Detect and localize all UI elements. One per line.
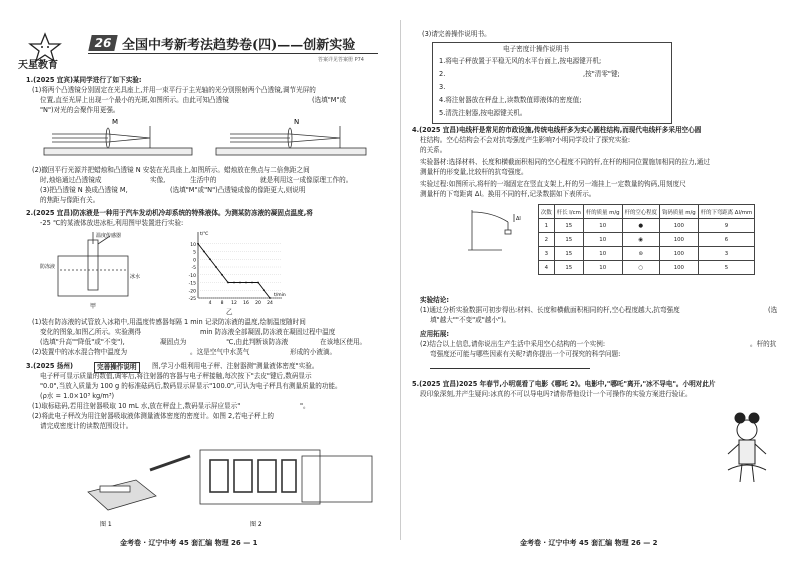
- answer-reference: 答案详见答案册 P74: [318, 57, 364, 63]
- table-header: 杆的质量 m/g: [583, 205, 622, 219]
- table-row: [539, 233, 755, 247]
- q4-line: 测量杆的形变量,比较杆的抗弯强度。: [420, 168, 528, 176]
- table-header: 杆的下弯距离 Δl/mm: [698, 205, 755, 219]
- rod-data-table: [538, 204, 755, 275]
- table-cell: 100: [659, 219, 698, 233]
- instruction-sheet: [432, 42, 672, 124]
- conclusion-heading: 实验结论:: [420, 296, 450, 304]
- data-point: [215, 266, 217, 268]
- x-tick-label: 8: [220, 301, 224, 306]
- data-point: [239, 282, 241, 284]
- x-tick-label: 12: [231, 301, 237, 306]
- ring-icon: ⊚: [622, 247, 659, 261]
- table-cell: 100: [659, 247, 698, 261]
- scale-and-syringe-figure: [80, 440, 380, 528]
- title-rule: [88, 53, 378, 54]
- q3-line: (1)取标砝码,若用注射器吸取 10 mL 水,放在秤盘上,数码显示屏应显示": [32, 402, 241, 410]
- q1-line: (1)将两个凸透镜分别固定在光具座上,并用一束平行于主光轴的光分别照射两个凸透镜,调节光屏的: [32, 86, 316, 94]
- q3-tag: 完善操作说明: [94, 362, 140, 373]
- q4-line: 填"越大""不变"或"越小")。: [430, 316, 511, 324]
- table-cell: 9: [698, 219, 755, 233]
- q4-line: 的关系。: [420, 146, 447, 154]
- x-tick-label: 4: [208, 301, 212, 306]
- q3-line: "0.0",当放入质量为 100 g 的标准砝码后,数码显示屏显示"100.0",可认为电子秤具有测量质量的功能。: [40, 382, 342, 390]
- table-cell: 1: [539, 219, 555, 233]
- table-row: [539, 247, 755, 261]
- x-tick-label: 24: [267, 301, 273, 306]
- q4-line: 测量杆的下弯距离 Δl。换用不同的杆,记录数据如下表所示。: [420, 190, 596, 198]
- data-point: [203, 251, 205, 253]
- table-header: 钩码质量 m/g: [659, 205, 698, 219]
- q2-line: 形成的小液滴。: [290, 348, 337, 356]
- cantilever-rod-figure: [462, 200, 532, 255]
- data-point: [233, 282, 235, 284]
- q1-line: "N")对光的会聚作用更强。: [40, 106, 120, 114]
- y-tick-label: -20: [188, 289, 196, 295]
- q3-part3: (3)请完善操作说明书。: [422, 30, 491, 38]
- y-tick-label: 10: [190, 242, 196, 248]
- q2-line: ℃,由此判断该防冻液: [226, 338, 289, 346]
- right-footer: 金考卷 · 辽宁中考 45 套汇编 物理 26 — 2: [520, 539, 658, 547]
- q5-line: 段印象深刻,并产生疑问:冰真的不可以导电吗?请你帮他设计一个可操作的实验方案进行验证。: [420, 390, 692, 398]
- answer-line: [430, 368, 590, 369]
- right-page: [402, 0, 800, 566]
- beaker-apparatus-figure: [40, 230, 150, 310]
- table-cell: 10: [583, 233, 622, 247]
- q3-line: (2)将此电子秤改为用注射器吸取液体测量液体密度的密度计。如图 2,若电子秤上的: [32, 412, 274, 420]
- sensor-label: 温度传感器: [96, 233, 122, 239]
- y-tick-label: -10: [188, 273, 196, 279]
- q2-line: 凝固点为: [160, 338, 187, 346]
- q4-line: (2)结合以上信息,请你说出生产生活中采用空心结构的一个实例:: [420, 340, 606, 348]
- table-header: 杆长 l/cm: [554, 205, 583, 219]
- table-cell: 10: [583, 219, 622, 233]
- q3-line: (ρ水 = 1.0×10³ kg/m³): [40, 392, 115, 400]
- table-cell: 3: [539, 247, 555, 261]
- left-footer: 金考卷 · 辽宁中考 45 套汇编 物理 26 — 1: [120, 539, 258, 547]
- table-cell: 15: [554, 261, 583, 275]
- table-cell: 6: [698, 233, 755, 247]
- icewater-label: 冰水: [130, 274, 141, 280]
- y-tick-label: -15: [188, 281, 196, 287]
- fig-caption-yi: 乙: [226, 308, 233, 316]
- lens-n-label: N: [294, 118, 300, 126]
- x-axis-label: t/min: [274, 293, 286, 298]
- table-row: [539, 219, 755, 233]
- q2-line: 在该地区使用。: [320, 338, 367, 346]
- y-tick-label: -5: [191, 266, 196, 271]
- data-point: [227, 282, 229, 284]
- page-title: 全国中考新考法趋势卷(四)——创新实验: [122, 38, 356, 53]
- instruction-hint: ,按"清零"键;: [583, 70, 620, 78]
- q1-line: (3)把凸透镜 N 换成凸透镜 M,: [40, 186, 128, 194]
- table-cell: 15: [554, 247, 583, 261]
- q1-line: 实像,: [150, 176, 166, 184]
- q2-line: min 防冻液全部凝固,防冻液在凝固过程中温度: [200, 328, 336, 336]
- q4-line: 。杆的抗: [750, 340, 777, 348]
- q3-line: 图,学习小组利用电子秤、注射器测"测量液体密度"实验。: [152, 362, 319, 370]
- q1-line: (选填"M"或: [312, 96, 347, 104]
- q3-line: "。: [300, 402, 310, 410]
- thick-ring-icon: ◉: [622, 233, 659, 247]
- paper-number-badge: 26: [88, 35, 117, 51]
- brand-name: 天星教育: [18, 60, 58, 71]
- q2-line: 变化的图象,如图乙所示。实验测得: [40, 328, 142, 336]
- instruction-line: 1.将电子秤放置于平稳无风的水平台面上,按电源键开机;: [439, 57, 602, 65]
- instruction-title: 电子密度计操作说明书: [503, 45, 569, 53]
- q2-line: (2)装置中的冰水混合物中温度为: [32, 348, 128, 356]
- instruction-line: 3.: [439, 83, 446, 91]
- data-point: [257, 282, 259, 284]
- q1-line: 的焦距与像距有关。: [40, 196, 100, 204]
- fig1-caption: 图 1: [100, 521, 112, 528]
- table-header: 次数: [539, 205, 555, 219]
- data-point: [245, 282, 247, 284]
- y-tick-label: -25: [188, 297, 196, 302]
- q1-line: 时,烛焰通过凸透镜成: [40, 176, 102, 184]
- table-header-row: [539, 205, 755, 219]
- solid-rod-icon: ●: [622, 219, 659, 233]
- q4-line: 实验器材:选择材料、长度和横截面积相同的空心程度不同的杆,在杆的相同位置施加相同的拉力,通过: [420, 158, 710, 166]
- q2-line: (1)装有防冻液的试管放入冰箱中,用温度传感器每隔 1 min 记录防冻液的温度,绘制温度随时间: [32, 318, 306, 326]
- q3-line: 请完成密度计的读数范围设计。: [40, 422, 133, 430]
- optical-bench-figure: [40, 116, 370, 164]
- q5-stem: 5.(2025 宜昌)2025 年春节,小明观看了电影《哪吒 2》。电影中,"哪吒"离开,"冰不导电"。小明对此片: [412, 380, 716, 388]
- instruction-line: 5.清洗注射器,按电源键关机。: [439, 109, 527, 117]
- q4-stem: 4.(2025 宜昌)电线杆是常见的市政设施,传统电线杆多为实心圆柱结构,而现代电线杆多采用空心圆: [412, 126, 702, 134]
- q1-stem: 1.(2025 宜宾)某同学进行了如下实验:: [26, 76, 142, 84]
- q3-stem: 3.(2025 扬州): [26, 362, 73, 370]
- thin-ring-icon: ○: [622, 261, 659, 275]
- data-point: [197, 243, 199, 245]
- data-point: [251, 282, 253, 284]
- table-cell: 100: [659, 233, 698, 247]
- antifreeze-label: 防冻液: [40, 264, 56, 270]
- q4-line: (选: [768, 306, 778, 314]
- cooling-curve-line: [198, 244, 270, 298]
- fig2-caption: 图 2: [250, 521, 262, 528]
- data-point: [263, 289, 265, 291]
- table-cell: 15: [554, 233, 583, 247]
- y-tick-label: 0: [193, 258, 196, 264]
- fig-caption-jia: 甲: [90, 303, 97, 310]
- nezha-illustration-icon: [722, 410, 772, 488]
- table-cell: 5: [698, 261, 755, 275]
- table-cell: 4: [539, 261, 555, 275]
- q1-line: (2)撤回平行光源并把蜡烛和凸透镜 N 安装在光具座上,如图所示。蜡烛放在焦点与二倍焦距之间: [32, 166, 310, 174]
- table-cell: 10: [583, 247, 622, 261]
- q3-line: 电子秤可显示质量的数值,调零后,将注射器的容器与电子秤接触,每次按下"去皮"键后,数码显示: [40, 372, 312, 380]
- q1-line: 就是利用这一成像原理工作的。: [260, 176, 353, 184]
- extension-heading: 应用拓展:: [420, 330, 450, 338]
- data-point: [269, 297, 271, 299]
- instruction-line: 2.: [439, 70, 446, 78]
- q2-line: 。这是空气中水蒸气: [190, 348, 250, 356]
- delta-l-label: Δl: [516, 216, 521, 222]
- table-cell: 10: [583, 261, 622, 275]
- q4-line: 实验过程:如图所示,将杆的一端固定在竖直支架上,杆的另一端挂上一定数量的钩码,用刻度尺: [420, 180, 686, 188]
- cooling-curve-chart: [176, 228, 288, 308]
- table-cell: 15: [554, 219, 583, 233]
- q2-stem: 2.(2025 宜昌)防冻液是一种用于汽车发动机冷却系统的特殊液体。为测某防冻液的凝固点温度,将: [26, 209, 313, 217]
- q2-line: (选填"升高""降低"或"不变"),: [40, 338, 125, 346]
- q4-line: 弯强度还可能与哪些因素有关呢?请你提出一个可探究的科学问题:: [430, 350, 621, 358]
- table-header: 杆的空心程度: [622, 205, 659, 219]
- table-cell: 100: [659, 261, 698, 275]
- y-tick-label: 5: [193, 250, 196, 256]
- instruction-line: 4.将注射器放在秤盘上,读数数值即液体的密度值;: [439, 96, 582, 104]
- q4-line: (1)通过分析实验数据可初步得出:材料、长度和横截面积相同的杆,空心程度越大,抗弯强度: [420, 306, 680, 314]
- q4-line: 柱结构。空心结构会不会对抗弯强度产生影响?小明同学设计了探究实验:: [420, 136, 631, 144]
- q2-line: -25 ℃的某液体放进冰柜,利用图甲装置进行实验:: [40, 219, 184, 227]
- x-tick-label: 16: [243, 301, 249, 306]
- q1-line: (选填"M"或"N")凸透镜成像的像距更大,则说明: [170, 186, 306, 194]
- y-axis-label: t/℃: [200, 232, 209, 237]
- page-divider: [400, 20, 401, 540]
- table-cell: 2: [539, 233, 555, 247]
- q1-line: 位置,直至光屏上出现一个最小的光斑,如图所示。由此可知凸透镜: [40, 96, 229, 104]
- data-point: [221, 274, 223, 276]
- lens-m-label: M: [112, 118, 119, 126]
- data-point: [209, 258, 211, 260]
- table-cell: 3: [698, 247, 755, 261]
- table-row: [539, 261, 755, 275]
- q1-line: 生活中的: [190, 176, 217, 184]
- x-tick-label: 20: [255, 301, 261, 306]
